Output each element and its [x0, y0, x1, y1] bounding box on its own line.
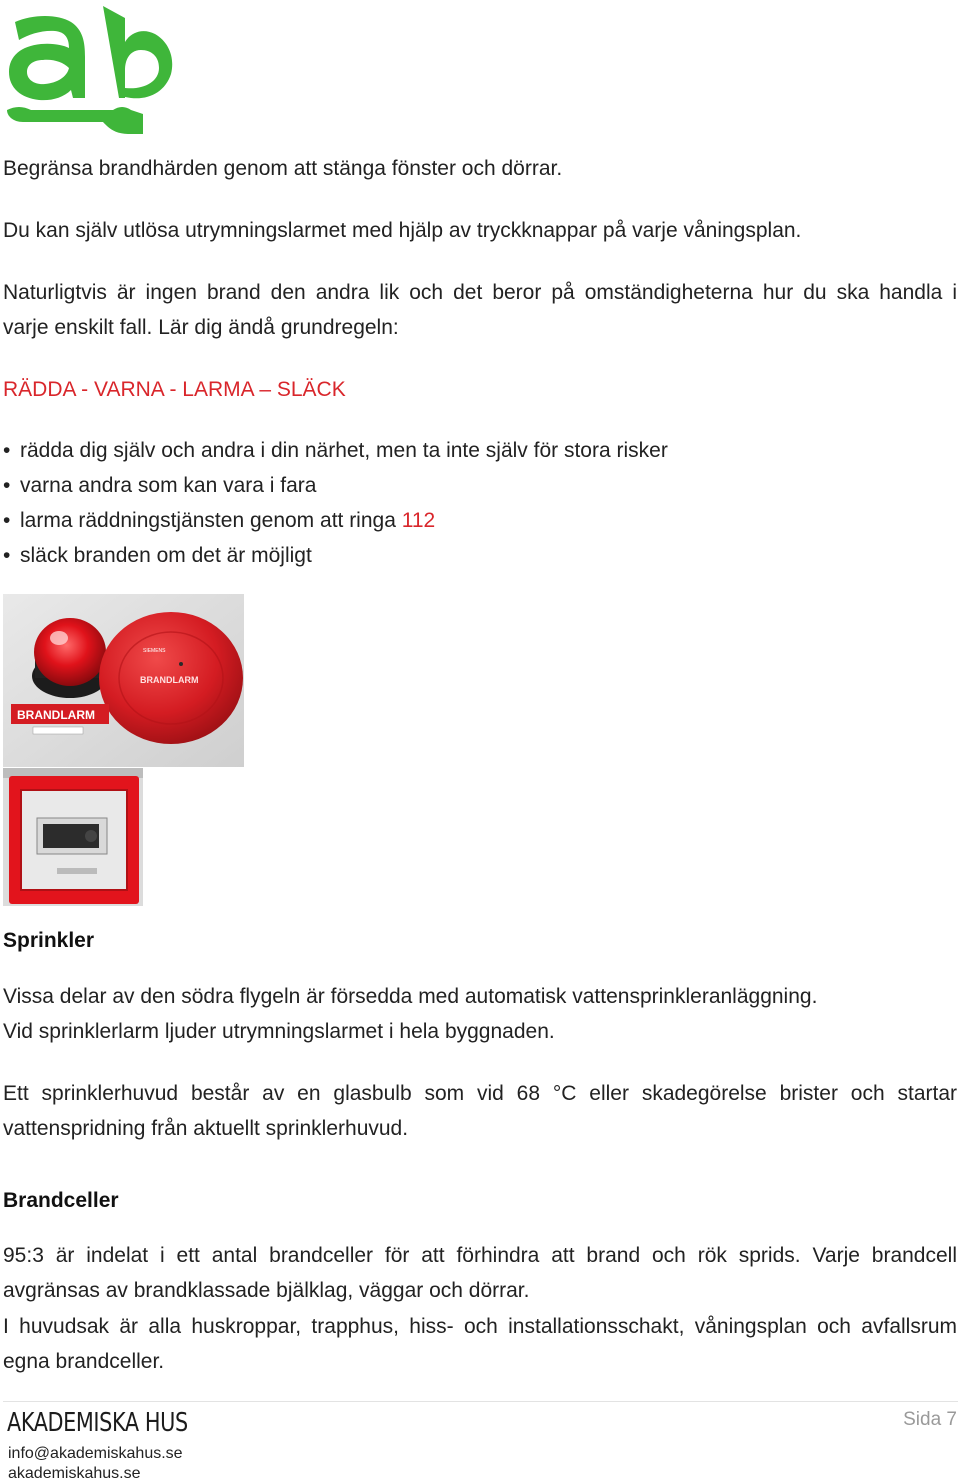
intro-paragraph-3-line-1: Naturligtvis är ingen brand den andra lik och det beror på omständigheterna hur du ska handla i — [3, 281, 957, 304]
svg-text:BRANDLARM: BRANDLARM — [17, 708, 95, 722]
beacon-light — [32, 618, 108, 698]
brandceller-paragraph-2-line-1: I huvudsak är alla huskroppar, trapphus, hiss- och installationsschakt, våningsplan och avfallsrum — [3, 1315, 957, 1338]
list-item-text: larma räddningstjänsten genom att ringa — [20, 509, 402, 532]
list-item — [3, 468, 668, 503]
sprinkler-paragraph-1-line-2: Vid sprinklerlarm ljuder utrymningslarmet i hela byggnaden. — [3, 1020, 555, 1043]
footer-website[interactable]: akademiskahus.se — [8, 1465, 141, 1482]
brandceller-paragraph-2-line-2: egna brandceller. — [3, 1350, 165, 1373]
svg-text:BRANDLARM: BRANDLARM — [140, 675, 199, 685]
fire-alarm-bell-photo — [3, 594, 244, 767]
page-number: Sida 7 — [903, 1409, 957, 1430]
footer-email[interactable]: info@akademiskahus.se — [8, 1445, 183, 1462]
list-item — [3, 503, 668, 538]
list-item-text: rädda dig själv och andra i din närhet, men ta inte själv för stora risker — [20, 439, 668, 462]
footer-divider — [3, 1401, 958, 1402]
brandceller-heading: Brandceller — [3, 1189, 119, 1212]
rule-list — [3, 433, 668, 573]
brandceller-paragraph-1-line-2: avgränsas av brandklassade bjälklag, väggar och dörrar. — [3, 1279, 530, 1302]
brandceller-paragraph-1-line-1: 95:3 är indelat i ett antal brandceller för att förhindra att brand och rök sprids. Varje brandcell — [3, 1244, 957, 1267]
intro-paragraph-1: Begränsa brandhärden genom att stänga fönster och dörrar. — [3, 157, 563, 180]
list-item-text: släck branden om det är möjligt — [20, 544, 312, 567]
ap-logo — [3, 2, 173, 134]
emergency-number: 112 — [401, 509, 436, 532]
alarm-bell — [99, 612, 243, 744]
list-item — [3, 433, 668, 468]
list-item — [3, 538, 668, 573]
sprinkler-paragraph-2-line-2: vattenspridning från aktuellt sprinklerhuvud. — [3, 1117, 409, 1140]
rule-heading: RÄDDA - VARNA - LARMA – SLÄCK — [3, 378, 346, 401]
sprinkler-heading: Sprinkler — [3, 929, 95, 952]
list-item-text: varna andra som kan vara i fara — [20, 474, 317, 497]
sprinkler-paragraph-1-line-1: Vissa delar av den södra flygeln är försedda med automatisk vattensprinkleranläggning. — [3, 985, 818, 1008]
intro-paragraph-3-line-2: varje enskilt fall. Lär dig ändå grundregeln: — [3, 316, 399, 339]
intro-paragraph-2: Du kan själv utlösa utrymningslarmet med hjälp av tryckknappar på varje våningsplan. — [3, 219, 802, 242]
svg-text:SIEMENS: SIEMENS — [143, 648, 166, 654]
footer-brand: AKADEMISKA HUS — [7, 1408, 188, 1438]
manual-call-point-photo — [3, 768, 143, 906]
sprinkler-paragraph-2-line-1: Ett sprinklerhuvud består av en glasbulb som vid 68 °C eller skadegörelse brister och startar — [3, 1082, 957, 1105]
